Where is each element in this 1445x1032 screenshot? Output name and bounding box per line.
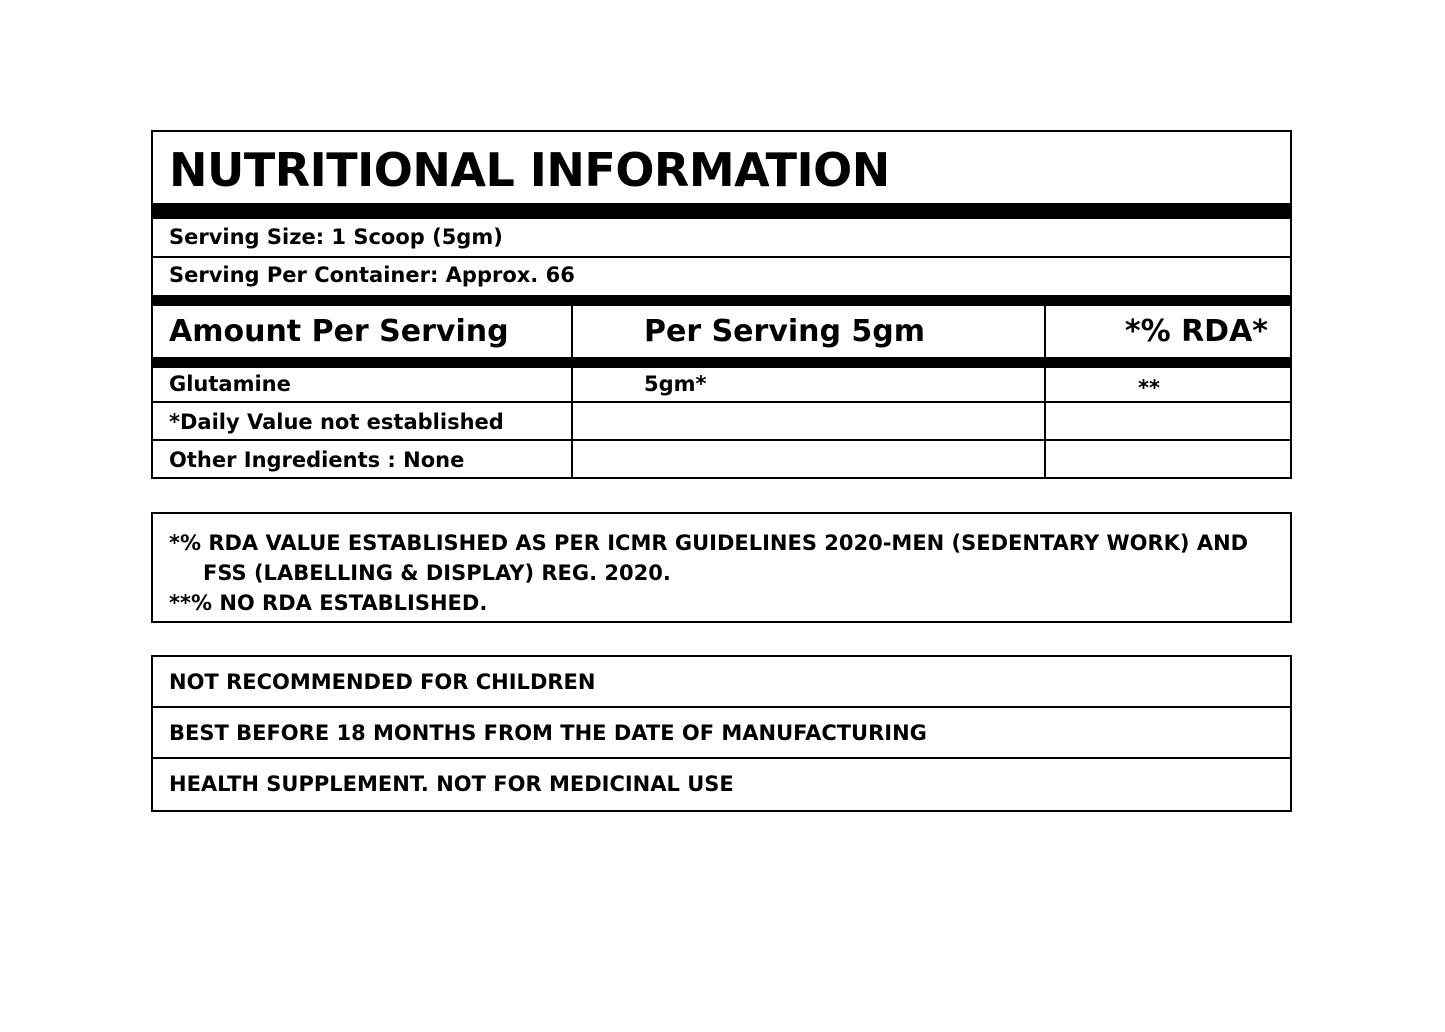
info-row <box>153 708 1290 759</box>
column-separator <box>1044 306 1046 479</box>
divider <box>153 256 1290 258</box>
row-other-ingredients: Other Ingredients : None <box>169 448 465 472</box>
divider <box>153 401 1290 403</box>
rda-note-line1: *% RDA VALUE ESTABLISHED AS PER ICMR GUIDELINES 2020-MEN (SEDENTARY WORK) AND <box>169 531 1249 555</box>
info-health-supplement: HEALTH SUPPLEMENT. NOT FOR MEDICINAL USE <box>169 772 734 796</box>
rda-note-line1-cont: FSS (LABELLING & DISPLAY) REG. 2020. <box>203 561 671 585</box>
thick-divider <box>153 203 1290 219</box>
servings-per-container: Serving Per Container: Approx. 66 <box>169 263 575 287</box>
rda-note-line2: **% NO RDA ESTABLISHED. <box>169 591 488 615</box>
nutrition-facts-panel <box>151 130 1292 479</box>
divider <box>153 439 1290 441</box>
header-per-serving: Per Serving 5gm <box>644 314 926 349</box>
panel-title: NUTRITIONAL INFORMATION <box>169 143 890 197</box>
row-glutamine-name: Glutamine <box>169 372 291 396</box>
info-row <box>153 759 1290 810</box>
info-best-before: BEST BEFORE 18 MONTHS FROM THE DATE OF MANUFACTURING <box>169 721 927 745</box>
row-glutamine-rda: ** <box>1138 376 1160 400</box>
row-daily-value-note: *Daily Value not established <box>169 410 504 434</box>
thick-divider <box>153 357 1290 368</box>
row-glutamine-amount: 5gm* <box>644 372 707 396</box>
header-rda: *% RDA* <box>1124 314 1268 349</box>
header-amount-per-serving: Amount Per Serving <box>169 314 509 349</box>
info-row <box>153 657 1290 708</box>
rda-notes-box <box>151 512 1292 623</box>
info-box <box>151 655 1292 812</box>
column-separator <box>571 306 573 479</box>
serving-size: Serving Size: 1 Scoop (5gm) <box>169 225 503 249</box>
info-not-for-children: NOT RECOMMENDED FOR CHILDREN <box>169 670 596 694</box>
thick-divider <box>153 295 1290 306</box>
